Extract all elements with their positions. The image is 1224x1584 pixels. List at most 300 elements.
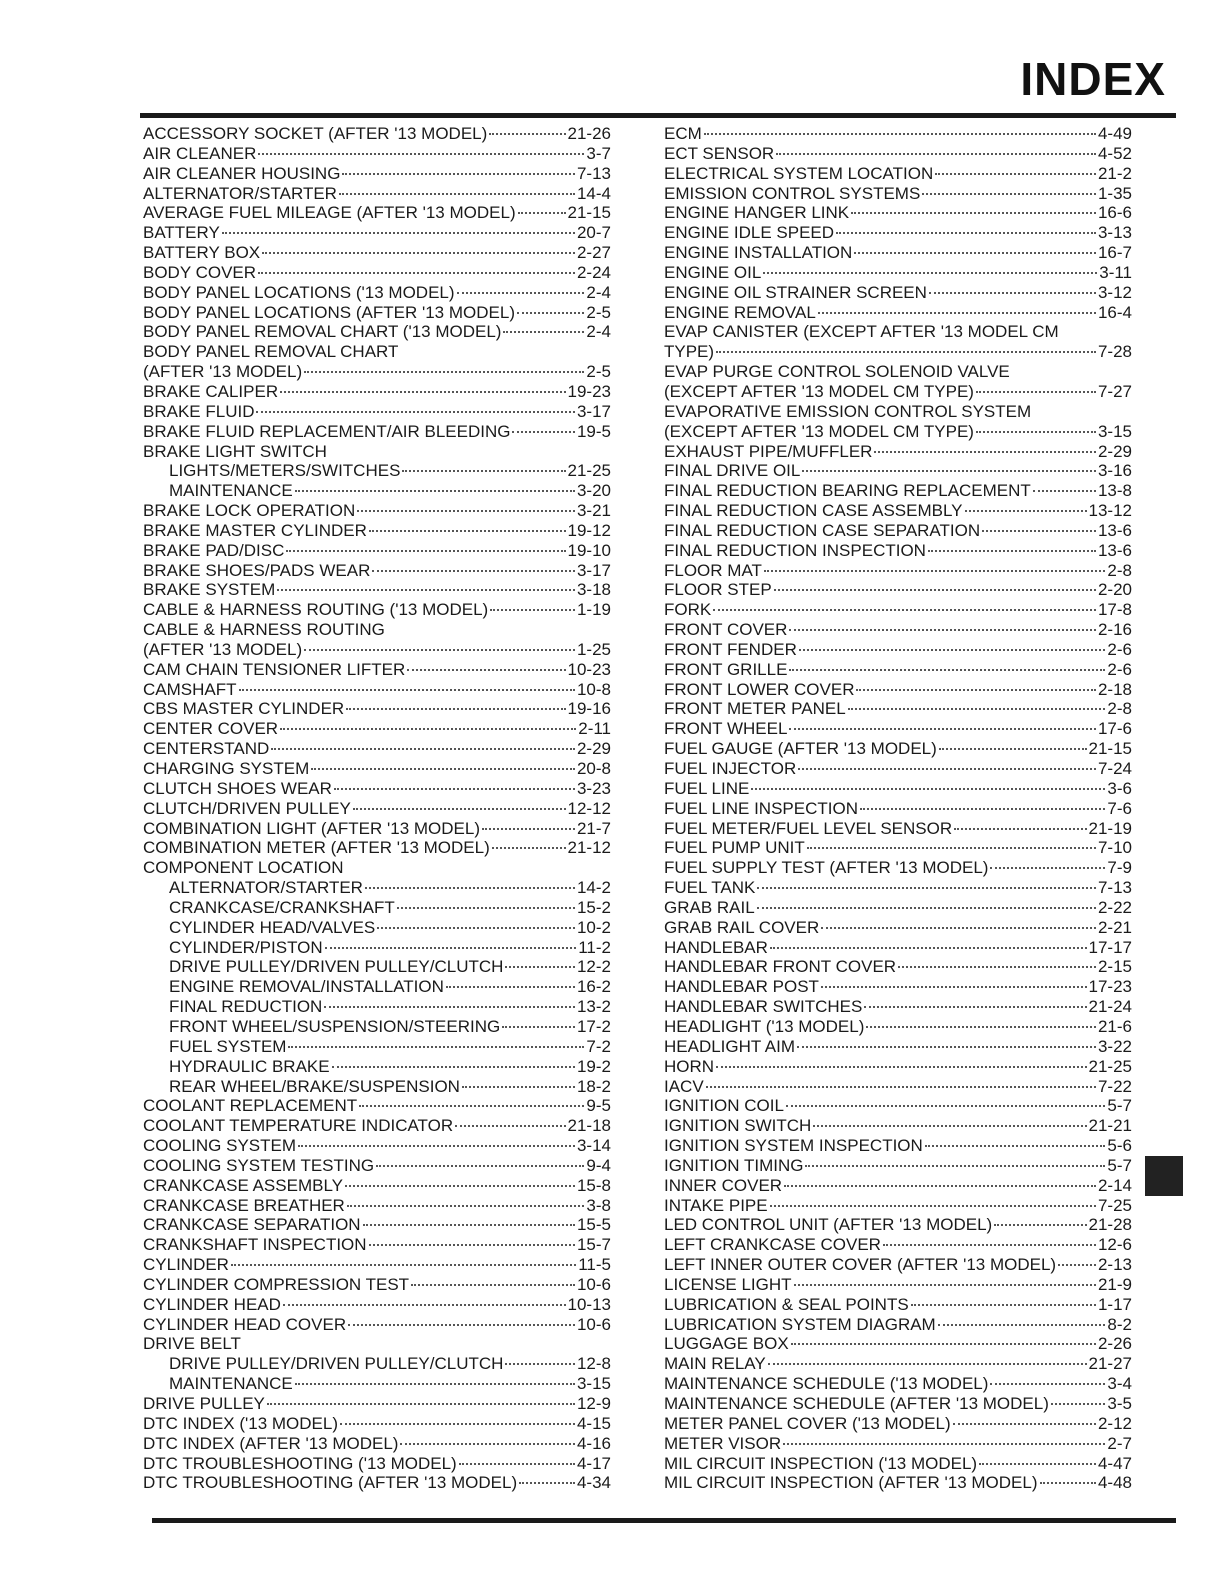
- dot-leader: [763, 272, 1097, 274]
- index-entry-page: 7-22: [1097, 1076, 1132, 1096]
- index-entry[interactable]: [664, 521, 1132, 541]
- dot-leader: [490, 609, 575, 611]
- index-entry[interactable]: [664, 184, 1132, 204]
- dot-leader: [262, 252, 575, 254]
- index-entry-label: BRAKE SYSTEM: [143, 580, 276, 600]
- index-entry-label: INNER COVER: [664, 1175, 783, 1195]
- index-entry[interactable]: [143, 124, 611, 144]
- dot-leader: [256, 411, 574, 413]
- index-entry[interactable]: [664, 263, 1132, 283]
- dot-leader: [911, 1304, 1096, 1306]
- index-entry-label: BRAKE MASTER CYLINDER: [143, 520, 367, 540]
- index-entry-label: FINAL REDUCTION INSPECTION: [664, 540, 926, 560]
- index-entry[interactable]: [143, 501, 611, 521]
- index-entry-page: 21-21: [1088, 1116, 1132, 1136]
- index-entry[interactable]: [664, 957, 1132, 977]
- index-entry[interactable]: [664, 1414, 1132, 1434]
- index-entry[interactable]: [143, 1454, 611, 1474]
- index-entry[interactable]: [143, 283, 611, 303]
- index-entry[interactable]: [664, 461, 1132, 481]
- index-entry[interactable]: [664, 1295, 1132, 1315]
- index-entry[interactable]: [664, 1176, 1132, 1196]
- index-entry[interactable]: [143, 362, 611, 382]
- index-entry[interactable]: [664, 600, 1132, 620]
- index-entry[interactable]: [664, 541, 1132, 561]
- index-entry-page: 3-17: [576, 401, 611, 421]
- index-entry-label: COOLING SYSTEM: [143, 1136, 297, 1156]
- index-entry-label: FORK: [664, 600, 712, 620]
- index-entry-label: HEADLIGHT AIM: [664, 1036, 795, 1056]
- index-entry[interactable]: [143, 1196, 611, 1216]
- index-entry-label: DRIVE PULLEY: [143, 1394, 265, 1413]
- index-entry[interactable]: [143, 442, 611, 462]
- index-entry[interactable]: [664, 481, 1132, 501]
- index-entry[interactable]: [664, 1275, 1132, 1295]
- index-entry-page: 1-35: [1097, 183, 1132, 203]
- index-entry[interactable]: [664, 660, 1132, 680]
- index-entry-label: FUEL SUPPLY TEST (AFTER '13 MODEL): [664, 858, 989, 878]
- index-entry[interactable]: [664, 1394, 1132, 1414]
- dot-leader: [783, 1443, 1105, 1445]
- index-entry[interactable]: [143, 144, 611, 164]
- index-entry-label: FINAL REDUCTION CASE ASSEMBLY: [664, 501, 963, 521]
- index-entry[interactable]: [664, 680, 1132, 700]
- index-entry-page: 7-13: [1097, 878, 1132, 898]
- index-entry[interactable]: [143, 303, 611, 323]
- index-entry[interactable]: [664, 1454, 1132, 1474]
- index-entry-label: DRIVE BELT: [143, 1334, 241, 1354]
- index-entry-label: BRAKE FLUID: [143, 401, 255, 421]
- dot-leader: [856, 689, 1095, 691]
- index-entry-page: 7-6: [1107, 798, 1132, 818]
- index-entry[interactable]: [664, 819, 1132, 839]
- index-entry[interactable]: [143, 1473, 611, 1493]
- index-entry[interactable]: [664, 1255, 1132, 1275]
- index-entry-page: 19-10: [567, 540, 611, 560]
- index-entry[interactable]: [143, 779, 611, 799]
- index-entry-label: CAM CHAIN TENSIONER LIFTER: [143, 659, 406, 679]
- dot-leader: [400, 1443, 575, 1445]
- index-entry-label: IGNITION SYSTEM INSPECTION: [664, 1136, 923, 1156]
- dot-leader: [929, 292, 1096, 294]
- index-entry-page: 12-6: [1097, 1235, 1132, 1255]
- index-entry-page: 2-11: [578, 719, 611, 739]
- dot-leader: [517, 312, 584, 314]
- index-entry-label: FUEL LINE: [664, 778, 750, 798]
- index-entry-page: 2-29: [1097, 441, 1132, 461]
- index-entry-label: FUEL SYSTEM: [169, 1036, 287, 1056]
- index-entry-page: 3-22: [1097, 1036, 1132, 1056]
- index-entry-page: 21-27: [1088, 1354, 1132, 1374]
- dot-leader: [376, 1165, 584, 1167]
- index-entry-label: ACCESSORY SOCKET (AFTER '13 MODEL): [143, 124, 488, 143]
- index-entry[interactable]: [664, 838, 1132, 858]
- index-entry-label: ENGINE IDLE SPEED: [664, 223, 835, 243]
- index-entry-page: 11-5: [578, 1255, 611, 1275]
- index-entry-label: FUEL LINE INSPECTION: [664, 798, 858, 818]
- index-entry-label: (EXCEPT AFTER '13 MODEL CM TYPE): [664, 421, 974, 441]
- index-entry-page: 4-34: [576, 1473, 611, 1493]
- index-entry[interactable]: [664, 1215, 1132, 1235]
- dot-leader: [994, 1224, 1086, 1226]
- dot-leader: [503, 331, 584, 333]
- index-entry-page: 7-9: [1107, 858, 1132, 878]
- index-entry-page: 2-5: [586, 362, 611, 382]
- index-entry[interactable]: [143, 1176, 611, 1196]
- index-entry-page: 3-20: [576, 481, 611, 501]
- index-entry[interactable]: [664, 1434, 1132, 1454]
- index-entry-page: 15-2: [576, 897, 611, 917]
- index-entry-label: CRANKCASE/CRANKSHAFT: [169, 897, 395, 917]
- index-entry[interactable]: [664, 283, 1132, 303]
- index-entry[interactable]: [143, 997, 611, 1017]
- index-entry[interactable]: [143, 977, 611, 997]
- dot-leader: [704, 133, 1096, 135]
- dot-leader: [446, 986, 575, 988]
- index-entry[interactable]: [143, 660, 611, 680]
- index-entry-label: CRANKCASE SEPARATION: [143, 1215, 361, 1235]
- index-entry[interactable]: [664, 1354, 1132, 1374]
- index-entry[interactable]: [143, 1295, 611, 1315]
- index-entry[interactable]: [143, 759, 611, 779]
- index-entry[interactable]: [143, 263, 611, 283]
- index-entry[interactable]: [143, 1156, 611, 1176]
- index-entry-label: IGNITION SWITCH: [664, 1116, 812, 1136]
- index-entry-label: IACV: [664, 1076, 704, 1096]
- index-entry-page: 21-2: [1097, 163, 1132, 183]
- index-entry[interactable]: [143, 1255, 611, 1275]
- index-entry[interactable]: [664, 1096, 1132, 1116]
- index-entry-page: 2-27: [576, 243, 611, 263]
- index-entry-page: 15-7: [576, 1235, 611, 1255]
- dot-leader: [807, 847, 1096, 849]
- index-entry[interactable]: [143, 521, 611, 541]
- index-entry[interactable]: [143, 1374, 611, 1394]
- dot-leader: [883, 1244, 1096, 1246]
- index-entry[interactable]: [143, 382, 611, 402]
- index-entry[interactable]: [664, 997, 1132, 1017]
- index-entry[interactable]: [143, 1315, 611, 1335]
- index-entry[interactable]: [143, 680, 611, 700]
- index-entry[interactable]: [143, 898, 611, 918]
- index-entry-label: CHARGING SYSTEM: [143, 759, 310, 778]
- index-entry-label: EVAP PURGE CONTROL SOLENOID VALVE: [664, 362, 1010, 382]
- index-entry[interactable]: [664, 1235, 1132, 1255]
- dot-leader: [325, 947, 577, 949]
- index-entry-page: 9-5: [586, 1096, 611, 1116]
- index-entry[interactable]: [143, 1414, 611, 1434]
- index-entry-page: 10-6: [576, 1314, 611, 1334]
- index-entry[interactable]: [664, 402, 1132, 422]
- index-entry[interactable]: [664, 977, 1132, 997]
- index-entry[interactable]: [664, 362, 1132, 382]
- dot-leader: [768, 1363, 1087, 1365]
- index-entry[interactable]: [664, 739, 1132, 759]
- index-entry[interactable]: [664, 1374, 1132, 1394]
- index-entry-label: HYDRAULIC BRAKE: [169, 1056, 330, 1076]
- index-entry[interactable]: [664, 858, 1132, 878]
- index-entry[interactable]: [664, 1473, 1132, 1493]
- index-entry[interactable]: [664, 561, 1132, 581]
- index-entry-label: BATTERY: [143, 223, 220, 243]
- index-entry-label: EVAP CANISTER (EXCEPT AFTER '13 MODEL CM: [664, 322, 1059, 342]
- index-entry[interactable]: [664, 898, 1132, 918]
- index-entry-label: MAINTENANCE SCHEDULE (AFTER '13 MODEL): [664, 1394, 1049, 1413]
- index-entry-label: MIL CIRCUIT INSPECTION (AFTER '13 MODEL): [664, 1473, 1038, 1493]
- index-entry-page: 3-15: [1097, 421, 1132, 441]
- index-entry[interactable]: [143, 322, 611, 342]
- index-entry[interactable]: [143, 600, 611, 620]
- index-entry-page: 2-21: [1097, 917, 1132, 937]
- index-entry[interactable]: [664, 1315, 1132, 1335]
- index-entry-page: 2-4: [586, 282, 611, 302]
- index-entry-label: MAINTENANCE SCHEDULE ('13 MODEL): [664, 1374, 989, 1394]
- index-entry[interactable]: [664, 342, 1132, 362]
- index-entry-label: CYLINDER COMPRESSION TEST: [143, 1274, 410, 1294]
- index-entry-page: 4-52: [1097, 143, 1132, 163]
- index-entry-page: 4-49: [1097, 124, 1132, 143]
- index-entry[interactable]: [143, 1334, 611, 1354]
- index-entry[interactable]: [143, 699, 611, 719]
- index-entry[interactable]: [143, 1235, 611, 1255]
- dot-leader: [345, 1185, 575, 1187]
- index-entry-label: CBS MASTER CYLINDER: [143, 699, 345, 719]
- index-entry-page: 4-17: [576, 1453, 611, 1473]
- index-entry[interactable]: [664, 779, 1132, 799]
- index-entry[interactable]: [143, 1077, 611, 1097]
- index-entry[interactable]: [143, 203, 611, 223]
- index-entry-label: BRAKE CALIPER: [143, 381, 279, 401]
- index-entry[interactable]: [143, 1215, 611, 1235]
- index-entry-label: FLOOR MAT: [664, 560, 762, 580]
- dot-leader: [1033, 490, 1096, 492]
- index-entry-label: MIL CIRCUIT INSPECTION ('13 MODEL): [664, 1453, 978, 1473]
- dot-leader: [283, 1304, 566, 1306]
- index-entry[interactable]: [664, 501, 1132, 521]
- index-entry[interactable]: [664, 938, 1132, 958]
- index-entry[interactable]: [664, 442, 1132, 462]
- index-entry-page: 2-16: [1097, 620, 1132, 640]
- index-entry-label: FRONT WHEEL/SUSPENSION/STEERING: [169, 1016, 501, 1036]
- index-entry[interactable]: [143, 184, 611, 204]
- dot-leader: [821, 927, 1096, 929]
- dot-leader: [794, 1284, 1096, 1286]
- index-entry[interactable]: [143, 878, 611, 898]
- index-entry[interactable]: [664, 580, 1132, 600]
- index-entry[interactable]: [664, 322, 1132, 342]
- dot-leader: [764, 570, 1106, 572]
- index-entry[interactable]: [143, 402, 611, 422]
- index-entry[interactable]: [664, 144, 1132, 164]
- dot-leader: [492, 847, 566, 849]
- index-column-left: [143, 124, 611, 1493]
- index-entry-label: ALTERNATOR/STARTER: [169, 878, 363, 898]
- index-entry[interactable]: [664, 699, 1132, 719]
- index-entry-page: 21-19: [1088, 818, 1132, 838]
- index-entry[interactable]: [143, 1354, 611, 1374]
- dot-leader: [222, 232, 575, 234]
- index-entry[interactable]: [664, 620, 1132, 640]
- index-entry-label: IGNITION COIL: [664, 1096, 784, 1116]
- index-entry[interactable]: [664, 382, 1132, 402]
- index-entry[interactable]: [664, 422, 1132, 442]
- index-entry[interactable]: [143, 1275, 611, 1295]
- dot-leader: [953, 1423, 1096, 1425]
- index-entry-page: 21-9: [1097, 1274, 1132, 1294]
- index-entry[interactable]: [143, 561, 611, 581]
- index-entry-page: 12-9: [576, 1394, 611, 1413]
- index-entry[interactable]: [143, 541, 611, 561]
- dot-leader: [789, 629, 1096, 631]
- index-entry-page: 3-17: [576, 560, 611, 580]
- dot-leader: [295, 490, 575, 492]
- index-entry[interactable]: [143, 1096, 611, 1116]
- index-entry[interactable]: [143, 481, 611, 501]
- index-entry-label: HANDLEBAR: [664, 937, 768, 957]
- dot-leader: [976, 391, 1096, 393]
- index-entry[interactable]: [143, 719, 611, 739]
- index-entry[interactable]: [664, 1017, 1132, 1037]
- dot-leader: [359, 1105, 584, 1107]
- index-entry-page: 2-20: [1097, 580, 1132, 600]
- index-entry[interactable]: [664, 1116, 1132, 1136]
- index-entry[interactable]: [664, 878, 1132, 898]
- index-entry[interactable]: [143, 164, 611, 184]
- index-entry[interactable]: [664, 124, 1132, 144]
- index-entry-page: 12-2: [576, 957, 611, 977]
- dot-leader: [311, 768, 575, 770]
- index-entry[interactable]: [143, 938, 611, 958]
- index-entry-page: 17-8: [1097, 600, 1132, 620]
- index-entry[interactable]: [664, 640, 1132, 660]
- index-entry[interactable]: [664, 799, 1132, 819]
- index-entry[interactable]: [143, 1434, 611, 1454]
- dot-leader: [304, 371, 584, 373]
- index-entry[interactable]: [143, 918, 611, 938]
- index-entry[interactable]: [143, 620, 611, 640]
- index-entry-page: 10-23: [567, 659, 611, 679]
- dot-leader: [363, 1224, 575, 1226]
- dot-leader: [866, 1026, 1096, 1028]
- index-entry[interactable]: [664, 759, 1132, 779]
- index-entry-label: CAMSHAFT: [143, 679, 237, 699]
- index-entry-page: 21-12: [567, 838, 611, 858]
- dot-leader: [402, 470, 565, 472]
- index-entry-page: 21-26: [567, 124, 611, 143]
- index-entry[interactable]: [143, 580, 611, 600]
- dot-leader: [295, 1383, 575, 1385]
- dot-leader: [874, 451, 1096, 453]
- index-entry[interactable]: [143, 1116, 611, 1136]
- index-entry[interactable]: [143, 243, 611, 263]
- index-entry-page: 13-12: [1088, 501, 1132, 521]
- index-entry-page: 7-28: [1097, 342, 1132, 362]
- dot-leader: [340, 1423, 575, 1425]
- index-entry-page: 10-6: [576, 1274, 611, 1294]
- index-entry[interactable]: [143, 1017, 611, 1037]
- index-entry[interactable]: [143, 223, 611, 243]
- dot-leader: [407, 669, 565, 671]
- index-entry[interactable]: [664, 1196, 1132, 1216]
- index-entry-label: AIR CLEANER HOUSING: [143, 163, 341, 183]
- index-entry[interactable]: [143, 1136, 611, 1156]
- index-entry-page: 19-23: [567, 381, 611, 401]
- index-entry-label: DTC INDEX ('13 MODEL): [143, 1413, 338, 1433]
- index-entry-label: CLUTCH SHOES WEAR: [143, 778, 332, 798]
- index-entry-label: COOLING SYSTEM TESTING: [143, 1155, 375, 1175]
- index-entry[interactable]: [143, 1394, 611, 1414]
- index-entry-label: FRONT METER PANEL: [664, 699, 846, 719]
- index-entry-label: FRONT COVER: [664, 620, 788, 640]
- dot-leader: [757, 907, 1096, 909]
- index-entry[interactable]: [664, 243, 1132, 263]
- dot-leader: [1040, 1482, 1096, 1484]
- dot-leader: [369, 530, 566, 532]
- index-entry-label: CENTERSTAND: [143, 739, 270, 759]
- page-title: INDEX: [1020, 53, 1166, 105]
- dot-leader: [898, 966, 1096, 968]
- index-entry-label: BRAKE LIGHT SWITCH: [143, 441, 327, 461]
- index-entry[interactable]: [143, 739, 611, 759]
- index-entry[interactable]: [143, 1037, 611, 1057]
- index-entry[interactable]: [143, 838, 611, 858]
- dot-leader: [770, 1205, 1096, 1207]
- index-entry[interactable]: [664, 164, 1132, 184]
- index-entry[interactable]: [664, 918, 1132, 938]
- index-entry[interactable]: [143, 819, 611, 839]
- dot-leader: [990, 867, 1105, 869]
- index-entry-page: 20-8: [576, 759, 611, 778]
- dot-leader: [706, 1086, 1096, 1088]
- index-entry-page: 3-5: [1107, 1394, 1132, 1413]
- index-entry-label: ALTERNATOR/STARTER: [143, 183, 337, 203]
- index-entry[interactable]: [664, 1334, 1132, 1354]
- index-entry-page: 16-7: [1097, 243, 1132, 263]
- index-entry-page: 2-15: [1097, 957, 1132, 977]
- index-entry[interactable]: [664, 1156, 1132, 1176]
- dot-leader: [324, 1006, 575, 1008]
- index-entry[interactable]: [664, 303, 1132, 323]
- dot-leader: [271, 748, 575, 750]
- index-entry[interactable]: [664, 223, 1132, 243]
- index-entry[interactable]: [664, 1037, 1132, 1057]
- index-entry[interactable]: [143, 799, 611, 819]
- index-entry[interactable]: [143, 640, 611, 660]
- index-entry[interactable]: [664, 203, 1132, 223]
- index-entry[interactable]: [664, 1057, 1132, 1077]
- index-entry-page: 2-29: [576, 739, 611, 759]
- index-entry-label: DRIVE PULLEY/DRIVEN PULLEY/CLUTCH: [169, 957, 504, 977]
- index-entry[interactable]: [664, 719, 1132, 739]
- index-entry[interactable]: [664, 1136, 1132, 1156]
- index-entry[interactable]: [143, 461, 611, 481]
- index-entry[interactable]: [143, 957, 611, 977]
- index-entry-page: 7-27: [1097, 381, 1132, 401]
- index-entry-page: 5-6: [1107, 1136, 1132, 1156]
- index-entry-label: LIGHTS/METERS/SWITCHES: [169, 461, 401, 481]
- index-entry[interactable]: [664, 1077, 1132, 1097]
- index-entry[interactable]: [143, 342, 611, 362]
- index-entry-page: 1-17: [1097, 1294, 1132, 1314]
- index-entry-label: ENGINE OIL STRAINER SCREEN: [664, 282, 927, 302]
- index-entry-page: 2-8: [1107, 699, 1132, 719]
- dot-leader: [848, 708, 1106, 710]
- index-column-right: [664, 124, 1132, 1493]
- index-entry[interactable]: [143, 858, 611, 878]
- index-entry[interactable]: [143, 422, 611, 442]
- index-entry-label: CYLINDER HEAD COVER: [143, 1314, 347, 1334]
- index-entry[interactable]: [143, 1057, 611, 1077]
